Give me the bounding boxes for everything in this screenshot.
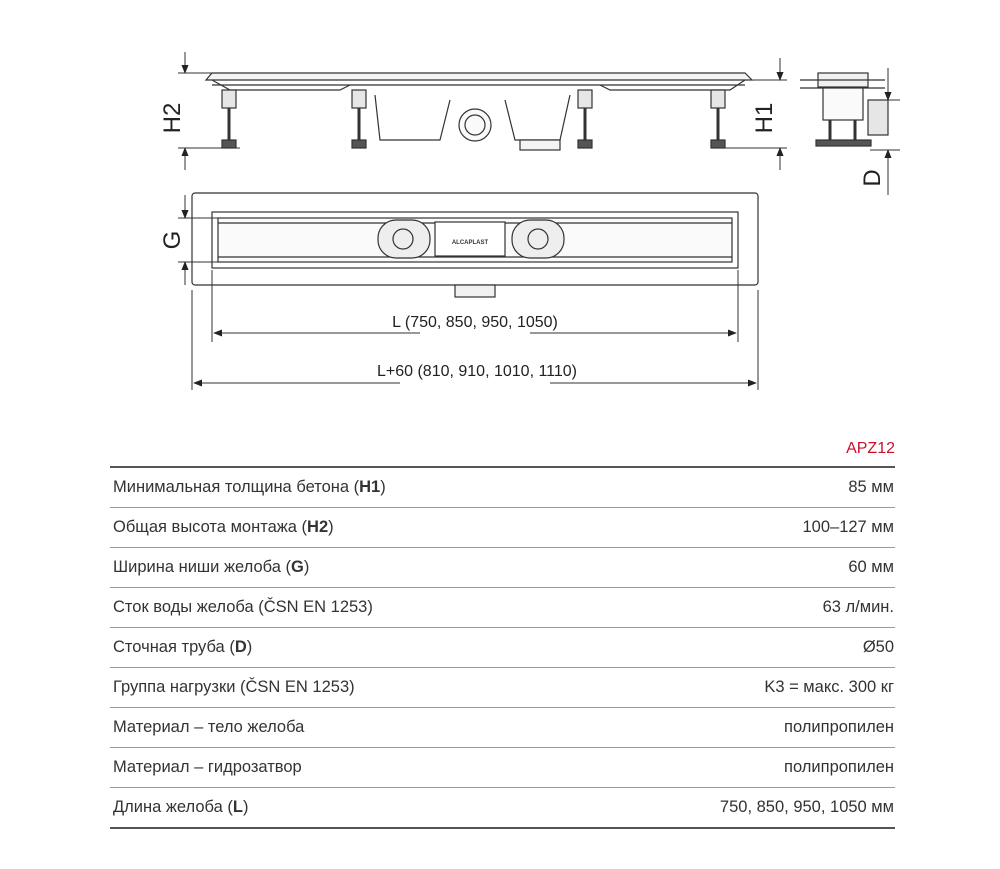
spec-label: Сточная труба (D) <box>113 638 253 656</box>
h2-dimension <box>178 52 240 170</box>
length-total-label: L+60 (810, 910, 1010, 1110) <box>376 363 578 380</box>
spec-row-d <box>110 628 895 668</box>
spec-value: 63 л/мин. <box>822 598 894 616</box>
d-label: D <box>859 169 886 187</box>
spec-row-flow <box>110 588 895 628</box>
spec-row-h1 <box>110 468 895 508</box>
spec-row-material-body <box>110 708 895 748</box>
spec-table <box>110 466 895 829</box>
spec-row-g <box>110 548 895 588</box>
g-label: G <box>159 230 186 250</box>
length-label: L (750, 850, 950, 1050) <box>392 314 558 331</box>
spec-value: полипропилен <box>784 758 894 776</box>
spec-label: Группа нагрузки (ČSN EN 1253) <box>113 678 355 696</box>
spec-row-h2 <box>110 508 895 548</box>
spec-label: Длина желоба (L) <box>113 798 249 816</box>
foot-1 <box>222 90 236 148</box>
spec-label: Минимальная толщина бетона (H1) <box>113 478 386 496</box>
spec-label: Ширина ниши желоба (G) <box>113 558 310 576</box>
technical-drawing <box>0 0 1000 420</box>
spec-value: 100–127 мм <box>802 518 894 536</box>
spec-label: Сток воды желоба (ČSN EN 1253) <box>113 598 373 616</box>
spec-value: полипропилен <box>784 718 894 736</box>
spec-row-length <box>110 788 895 829</box>
product-code: APZ12 <box>846 440 895 457</box>
spec-value: Ø50 <box>862 638 894 656</box>
logo-text: ALCAPLAST <box>451 240 489 246</box>
foot-3 <box>578 90 592 148</box>
foot-4 <box>711 90 725 148</box>
spec-label: Материал – тело желоба <box>113 718 305 736</box>
foot-2 <box>352 90 366 148</box>
spec-row-load <box>110 668 895 708</box>
spec-value: K3 = макс. 300 кг <box>764 678 894 696</box>
spec-value: 60 мм <box>848 558 894 576</box>
spec-value: 750, 850, 950, 1050 мм <box>719 798 894 816</box>
h2-label: H2 <box>159 102 186 134</box>
spec-row-material-trap <box>110 748 895 788</box>
cross-section-view <box>800 73 888 146</box>
side-view <box>206 73 752 150</box>
spec-label: Материал – гидрозатвор <box>113 758 302 776</box>
spec-label: Общая высота монтажа (H2) <box>113 518 334 536</box>
spec-value: 85 мм <box>848 478 894 496</box>
h1-label: H1 <box>751 102 778 134</box>
